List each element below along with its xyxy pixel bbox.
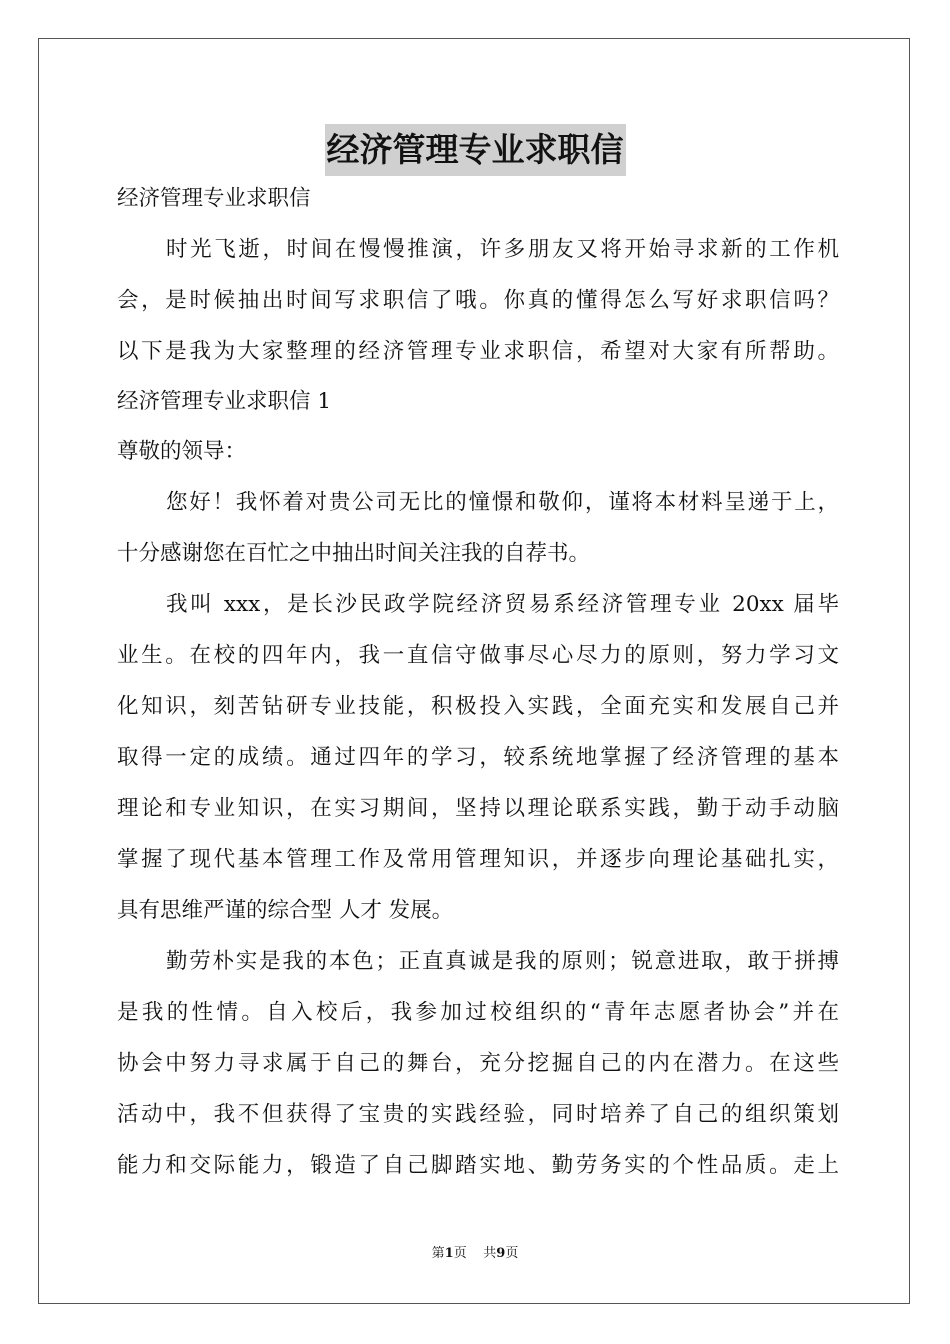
body-line: 勤劳朴实是我的本色；正直真诚是我的原则；锐意进取，敢于拼搏 bbox=[166, 949, 839, 974]
body-line: 会，是时候抽出时间写求职信了哦。你真的懂得怎么写好求职信吗？ bbox=[117, 288, 839, 313]
body-line: 以下是我为大家整理的经济管理专业求职信，希望对大家有所帮助。 bbox=[117, 339, 839, 364]
page-number: 第1页 bbox=[431, 1246, 467, 1261]
body-line: 经济管理专业求职信 bbox=[117, 186, 311, 211]
body-line: 时光飞逝，时间在慢慢推演，许多朋友又将开始寻求新的工作机 bbox=[166, 237, 839, 262]
body-line: 十分感谢您在百忙之中抽出时间关注我的自荐书。 bbox=[117, 541, 591, 566]
body-line: 是我的性情。自入校后，我参加过校组织的“青年志愿者协会”并在 bbox=[117, 1000, 839, 1025]
body-line: 取得一定的成绩。通过四年的学习，较系统地掌握了经济管理的基本 bbox=[117, 745, 839, 770]
body-line: 掌握了现代基本管理工作及常用管理知识，并逐步向理论基础扎实， bbox=[117, 847, 839, 872]
page-total: 共9页 bbox=[483, 1246, 519, 1261]
body-line: 我叫 xxx，是长沙民政学院经济贸易系经济管理专业 20xx 届毕 bbox=[166, 592, 839, 617]
body-line: 您好！我怀着对贵公司无比的憧憬和敬仰，谨将本材料呈递于上， bbox=[166, 490, 839, 515]
document-body bbox=[117, 174, 839, 1191]
body-line: 协会中努力寻求属于自己的舞台，充分挖掘自己的内在潜力。在这些 bbox=[117, 1051, 839, 1076]
body-line: 业生。在校的四年内，我一直信守做事尽心尽力的原则，努力学习文 bbox=[117, 643, 839, 668]
body-line: 能力和交际能力，锻造了自己脚踏实地、勤劳务实的个性品质。走上 bbox=[117, 1153, 839, 1178]
body-line: 经济管理专业求职信 1 bbox=[117, 389, 332, 414]
body-line: 具有思维严谨的综合型 人才 发展。 bbox=[117, 898, 454, 923]
body-line: 理论和专业知识，在实习期间，坚持以理论联系实践，勤于动手动脑 bbox=[117, 796, 839, 821]
body-line: 尊敬的领导： bbox=[117, 439, 247, 464]
document-title-text: 经济管理专业求职信 bbox=[325, 124, 626, 176]
page-footer bbox=[0, 1244, 950, 1264]
body-line: 化知识，刻苦钻研专业技能，积极投入实践，全面充实和发展自己并 bbox=[117, 694, 839, 719]
body-line: 活动中，我不但获得了宝贵的实践经验，同时培养了自己的组织策划 bbox=[117, 1102, 839, 1127]
